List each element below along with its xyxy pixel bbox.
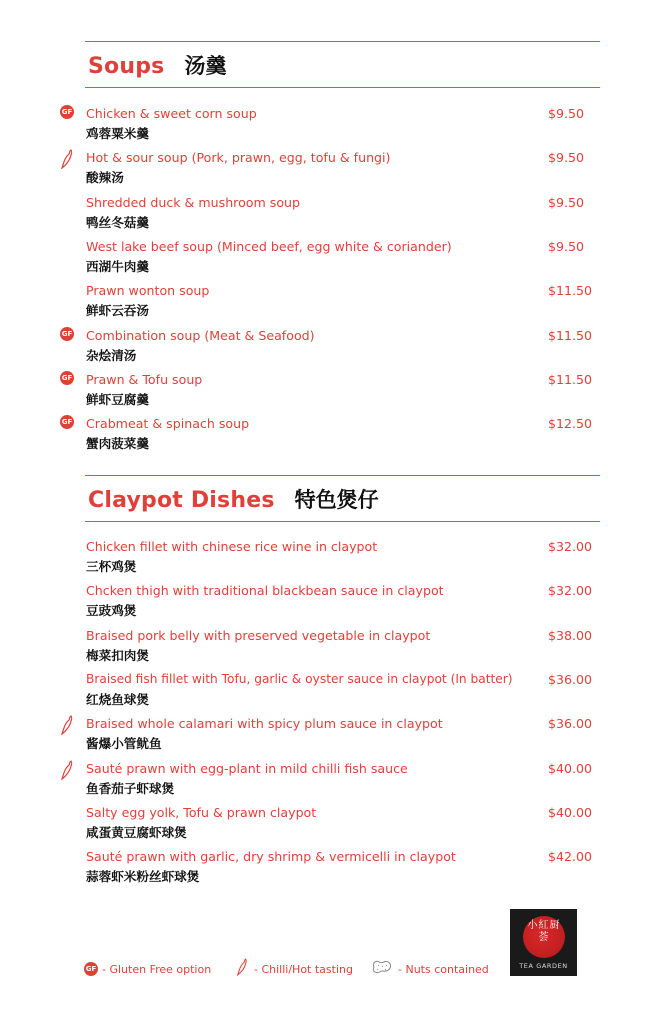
chilli-icon bbox=[60, 715, 76, 731]
item-name-en: Hot & sour soup (Pork, prawn, egg, tofu & fungi) bbox=[86, 150, 391, 165]
item-price: $38.00 bbox=[548, 628, 593, 643]
legend-chilli-text: - Chilli/Hot tasting bbox=[254, 962, 353, 976]
item-price: $11.50 bbox=[548, 328, 593, 343]
item-name-zh: 鱼香茄子虾球煲 bbox=[86, 781, 175, 796]
menu-item-claypot-3 bbox=[86, 628, 596, 668]
item-name-zh: 酸辣汤 bbox=[86, 170, 124, 185]
gluten-free-icon: GF bbox=[60, 371, 76, 387]
menu-item-soup-4 bbox=[86, 239, 596, 279]
legend-gluten-free-text: - Gluten Free option bbox=[102, 962, 212, 976]
legend-nuts bbox=[370, 958, 489, 980]
item-name-zh: 鲜虾豆腐羹 bbox=[86, 392, 149, 407]
menu-item-soup-6 bbox=[61, 328, 596, 368]
item-name-zh: 鸡蓉粟米羹 bbox=[86, 126, 149, 141]
item-price: $40.00 bbox=[548, 761, 593, 776]
item-name-zh: 豆豉鸡煲 bbox=[86, 603, 137, 618]
chilli-icon bbox=[60, 149, 76, 165]
item-price: $9.50 bbox=[548, 150, 585, 165]
menu-item-claypot-2 bbox=[86, 583, 596, 623]
menu-item-claypot-8 bbox=[86, 849, 596, 889]
menu-item-soup-8 bbox=[61, 416, 596, 456]
item-price: $42.00 bbox=[548, 849, 593, 864]
item-name-en: Combination soup (Meat & Seafood) bbox=[86, 328, 315, 343]
item-price: $9.50 bbox=[548, 195, 585, 210]
item-name-zh: 咸蛋黄豆腐虾球煲 bbox=[86, 825, 187, 840]
menu-item-claypot-5 bbox=[86, 716, 596, 756]
item-name-zh: 西湖牛肉羹 bbox=[86, 259, 149, 274]
chilli-icon bbox=[60, 760, 76, 776]
logo-name: TEA GARDEN bbox=[519, 962, 568, 970]
menu-item-soup-3 bbox=[86, 195, 596, 235]
soups-heading bbox=[88, 50, 226, 80]
item-name-zh: 梅菜扣肉煲 bbox=[86, 648, 149, 663]
item-price: $11.50 bbox=[548, 372, 593, 387]
item-name-en: Prawn & Tofu soup bbox=[86, 372, 203, 387]
logo-characters: 小紅厨荟 bbox=[527, 920, 561, 943]
item-price: $32.00 bbox=[548, 583, 593, 598]
item-name-en: Crabmeat & spinach soup bbox=[86, 416, 250, 431]
item-price: $9.50 bbox=[548, 106, 585, 121]
item-name-en: Braised whole calamari with spicy plum sauce in claypot bbox=[86, 716, 443, 731]
item-price: $40.00 bbox=[548, 805, 593, 820]
gluten-free-icon: GF bbox=[60, 105, 76, 121]
legend-chilli bbox=[236, 958, 353, 980]
item-name-zh: 酱爆小管鱿鱼 bbox=[86, 736, 162, 751]
item-name-en: Braised pork belly with preserved vegetable in claypot bbox=[86, 628, 431, 643]
claypot-top-rule bbox=[85, 475, 600, 476]
legend-nuts-text: - Nuts contained bbox=[398, 962, 489, 976]
claypot-title-en: Claypot Dishes bbox=[88, 488, 275, 513]
gluten-free-icon: GF bbox=[60, 415, 76, 431]
item-name-zh: 蟹肉菠菜羹 bbox=[86, 436, 149, 451]
soups-title-en: Soups bbox=[88, 54, 165, 79]
item-name-en: Sauté prawn with garlic, dry shrimp & vermicelli in claypot bbox=[86, 849, 456, 864]
claypot-heading bbox=[88, 484, 379, 514]
item-name-zh: 鲜虾云吞汤 bbox=[86, 303, 149, 318]
item-price: $36.00 bbox=[548, 672, 593, 687]
soups-top-rule bbox=[85, 41, 600, 42]
chilli-icon bbox=[236, 957, 250, 981]
gluten-free-icon: GF bbox=[60, 327, 76, 343]
item-name-en: Chicken & sweet corn soup bbox=[86, 106, 257, 121]
item-name-zh: 蒜蓉虾米粉丝虾球煲 bbox=[86, 869, 200, 884]
gluten-free-icon: GF bbox=[84, 962, 98, 976]
menu-item-claypot-6 bbox=[86, 761, 596, 801]
item-name-en: Chcken thigh with traditional blackbean sauce in claypot bbox=[86, 583, 444, 598]
item-name-zh: 鸭丝冬菇羹 bbox=[86, 215, 149, 230]
item-price: $9.50 bbox=[548, 239, 585, 254]
peanut-icon bbox=[370, 958, 394, 980]
restaurant-logo bbox=[510, 909, 577, 976]
menu-item-claypot-1 bbox=[86, 539, 596, 579]
menu-item-soup-5 bbox=[86, 283, 596, 323]
item-name-zh: 三杯鸡煲 bbox=[86, 559, 137, 574]
item-name-en: Chicken fillet with chinese rice wine in claypot bbox=[86, 539, 378, 554]
claypot-bottom-rule bbox=[85, 521, 600, 522]
menu-item-soup-1 bbox=[61, 106, 596, 146]
item-name-en: Prawn wonton soup bbox=[86, 283, 210, 298]
item-price: $32.00 bbox=[548, 539, 593, 554]
soups-bottom-rule bbox=[85, 87, 600, 88]
item-price: $36.00 bbox=[548, 716, 593, 731]
soups-title-zh: 汤羹 bbox=[184, 53, 227, 78]
item-name-en: Sauté prawn with egg-plant in mild chilli fish sauce bbox=[86, 761, 408, 776]
menu-item-claypot-4 bbox=[86, 672, 596, 712]
legend-gluten-free bbox=[84, 958, 211, 980]
menu-item-claypot-7 bbox=[86, 805, 596, 845]
item-name-zh: 红烧鱼球煲 bbox=[86, 692, 149, 707]
item-price: $12.50 bbox=[548, 416, 593, 431]
item-name-en: Braised fish fillet with Tofu, garlic & oyster sauce in claypot (In batter) bbox=[86, 672, 513, 686]
item-name-en: Salty egg yolk, Tofu & prawn claypot bbox=[86, 805, 317, 820]
item-price: $11.50 bbox=[548, 283, 593, 298]
item-name-en: Shredded duck & mushroom soup bbox=[86, 195, 300, 210]
item-name-en: West lake beef soup (Minced beef, egg white & coriander) bbox=[86, 239, 452, 254]
item-name-zh: 杂烩清汤 bbox=[86, 348, 137, 363]
claypot-title-zh: 特色煲仔 bbox=[294, 487, 379, 512]
menu-item-soup-2 bbox=[86, 150, 596, 190]
menu-item-soup-7 bbox=[61, 372, 596, 412]
